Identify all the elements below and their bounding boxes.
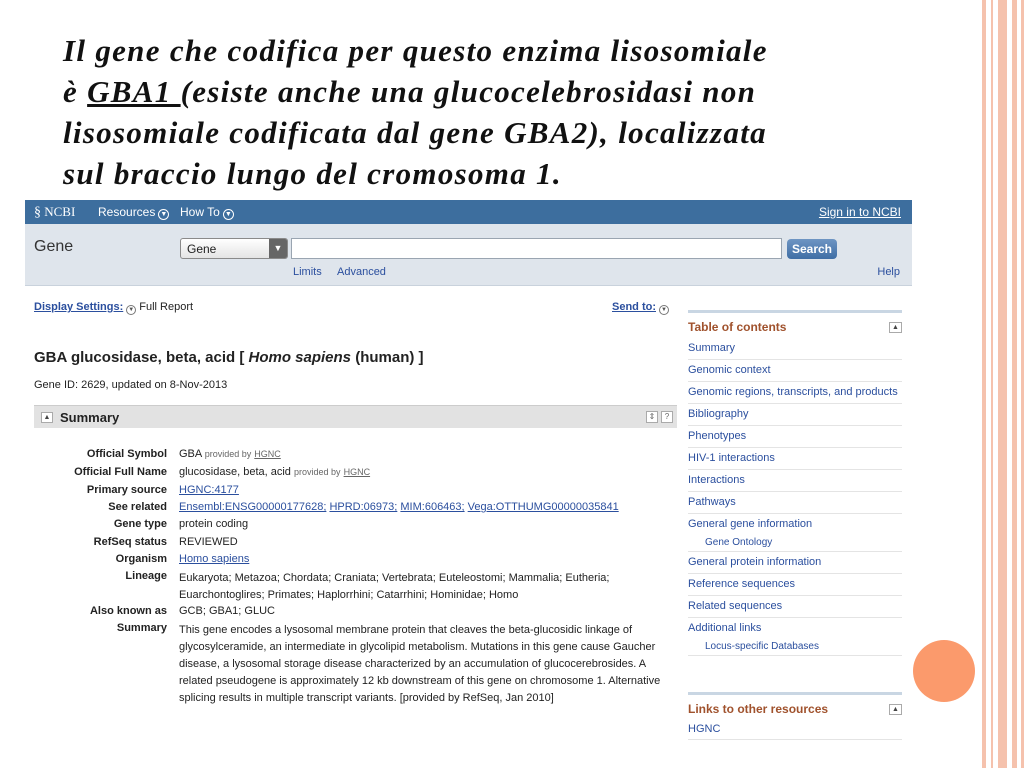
- toc-item-additional-links[interactable]: Additional links: [688, 622, 762, 634]
- decorative-circle: [913, 640, 975, 702]
- hprd-link[interactable]: HPRD:06973;: [329, 501, 398, 513]
- database-title: Gene: [34, 238, 74, 255]
- collapse-icon[interactable]: ▲: [889, 322, 902, 333]
- search-button[interactable]: Search: [787, 239, 837, 259]
- chevron-down-icon: ▼: [126, 305, 136, 315]
- toc-item-genomic-regions[interactable]: Genomic regions, transcripts, and products: [688, 382, 902, 404]
- hgnc-link[interactable]: HGNC: [254, 449, 281, 459]
- ncbi-screenshot: § NCBI Resources ▼ How To ▼ Sign in to NCBI Gene Gene ▼ Search Limits Advanced Help Display Settings: ▼ Full Report Send to: ▼ GBA glucosidase, beta, acid [ Homo sapiens (human) ] Gene ID: 2629, updated on 8-Nov-2013 ▲ Summary ⇕ ? Official Symbol GBA provided by HGNC Official Full Name glucosidase, beta, acid provided by HGNC Primary source HGNC:4177 See related Ensembl:ENSG00000177628; HPRD:06973; MIM:606463; Vega:OTTHUMG00000035841 Gene type protein coding RefSeq status REVIEWED Organism Homo sapiens Lineage Eukaryota; Metazoa; Chordata; Craniata; Vertebrata; Euteleostomi; Mammalia; Eutheria; Euarchontoglires; Primates; Haplorrhini; Catarrhini; Hominidae; Homo Also known as GCB; GBA1; GLUC Summary This gene encodes a lysosomal membrane protein that cleaves the beta-glucosidic linkage of glycosylceramide, an intermediate in glycolipid metabolism. Mutations in this gene cause Gaucher disease, a lysosomal storage disease characterized by an accumulation of glucocerebrosides. A related pseudogene is approximately 12 kb downstream of this gene on chromosome 1. Alternative splicing results in multiple transcript variants. [provided by RefSeq, Jan 2010] Table of contents ▲ Summary Genomic context Genomic regions, transcripts, and products Bibliography Phenotypes HIV-1 interactions Interactions Pathways General gene information Gene Ontology General protein information Reference sequences Related sequences Additional links Locus-specific Databases Links to other resources ▲ HGNC: [25, 200, 912, 760]
- organism-link[interactable]: Homo sapiens: [179, 553, 250, 565]
- dropdown-arrow-icon: ▼: [269, 239, 287, 258]
- hgnc-link[interactable]: HGNC: [343, 467, 371, 477]
- sign-in-link[interactable]: Sign in to NCBI: [818, 205, 901, 219]
- toc-item-summary[interactable]: Summary: [688, 338, 902, 360]
- vega-link[interactable]: Vega:OTTHUMG00000035841: [467, 501, 619, 513]
- send-to-menu[interactable]: Send to: ▼: [612, 301, 672, 315]
- toc-header: Table of contents ▲: [688, 313, 902, 338]
- chevron-down-icon: ▼: [158, 209, 169, 220]
- search-input[interactable]: [291, 238, 782, 259]
- links-to-other-resources: [688, 692, 902, 740]
- links-header: Links to other resources ▲: [688, 695, 902, 720]
- mim-link[interactable]: MIM:606463;: [400, 501, 465, 513]
- move-icon[interactable]: ⇕: [646, 411, 658, 423]
- table-of-contents: [688, 310, 902, 656]
- decorative-stripes: [976, 0, 1024, 768]
- summary-section-header[interactable]: ▲ Summary ⇕ ?: [34, 405, 677, 428]
- toc-item-bibliography[interactable]: Bibliography: [688, 404, 902, 426]
- search-bar: [25, 224, 912, 286]
- resources-menu[interactable]: Resources ▼: [98, 205, 169, 220]
- toc-item-pathways[interactable]: Pathways: [688, 492, 902, 514]
- ensembl-link[interactable]: Ensembl:ENSG00000177628;: [179, 501, 327, 513]
- toc-subitem-locus-specific[interactable]: Locus-specific Databases: [688, 639, 902, 656]
- toc-item-general-protein-info[interactable]: General protein information: [688, 552, 902, 574]
- slide-heading: Il gene che codifica per questo enzima lisosomiale è GBA1 (esiste anche una glucocelebrosidasi non lisosomiale codificata dal gene GBA2), localizzata sul braccio lungo del cromosoma 1.: [63, 33, 768, 191]
- links-item-hgnc[interactable]: HGNC: [688, 720, 902, 740]
- toc-item-general-gene-info[interactable]: General gene information: [688, 518, 813, 530]
- collapse-icon[interactable]: ▲: [889, 704, 902, 715]
- toc-item-phenotypes[interactable]: Phenotypes: [688, 426, 902, 448]
- display-settings[interactable]: Display Settings: ▼ Full Report: [34, 301, 194, 313]
- gene-id: Gene ID: 2629, updated on 8-Nov-2013: [34, 379, 228, 391]
- collapse-icon[interactable]: ▲: [41, 412, 53, 423]
- toc-item-hiv1-interactions[interactable]: HIV-1 interactions: [688, 448, 902, 470]
- primary-source-link[interactable]: HGNC:4177: [179, 484, 239, 496]
- chevron-down-icon: ▼: [659, 305, 669, 315]
- gba1-link[interactable]: GBA1: [87, 74, 181, 109]
- toc-item-reference-sequences[interactable]: Reference sequences: [688, 574, 902, 596]
- help-link[interactable]: Help: [877, 266, 900, 278]
- database-select[interactable]: Gene ▼: [180, 238, 288, 259]
- ncbi-top-bar: [25, 200, 912, 224]
- toc-item-interactions[interactable]: Interactions: [688, 470, 902, 492]
- toc-item-genomic-context[interactable]: Genomic context: [688, 360, 902, 382]
- chevron-down-icon: ▼: [223, 209, 234, 220]
- help-icon[interactable]: ?: [661, 411, 673, 423]
- ncbi-logo-icon: §: [34, 205, 41, 220]
- page-title: GBA glucosidase, beta, acid [ Homo sapiens (human) ]: [34, 349, 424, 366]
- advanced-link[interactable]: Advanced: [337, 266, 386, 278]
- toc-subitem-gene-ontology[interactable]: Gene Ontology: [688, 535, 902, 552]
- toc-item-related-sequences[interactable]: Related sequences: [688, 596, 902, 618]
- limits-link[interactable]: Limits: [293, 266, 322, 278]
- ncbi-logo[interactable]: § NCBI: [34, 204, 76, 220]
- howto-menu[interactable]: How To ▼: [180, 205, 234, 220]
